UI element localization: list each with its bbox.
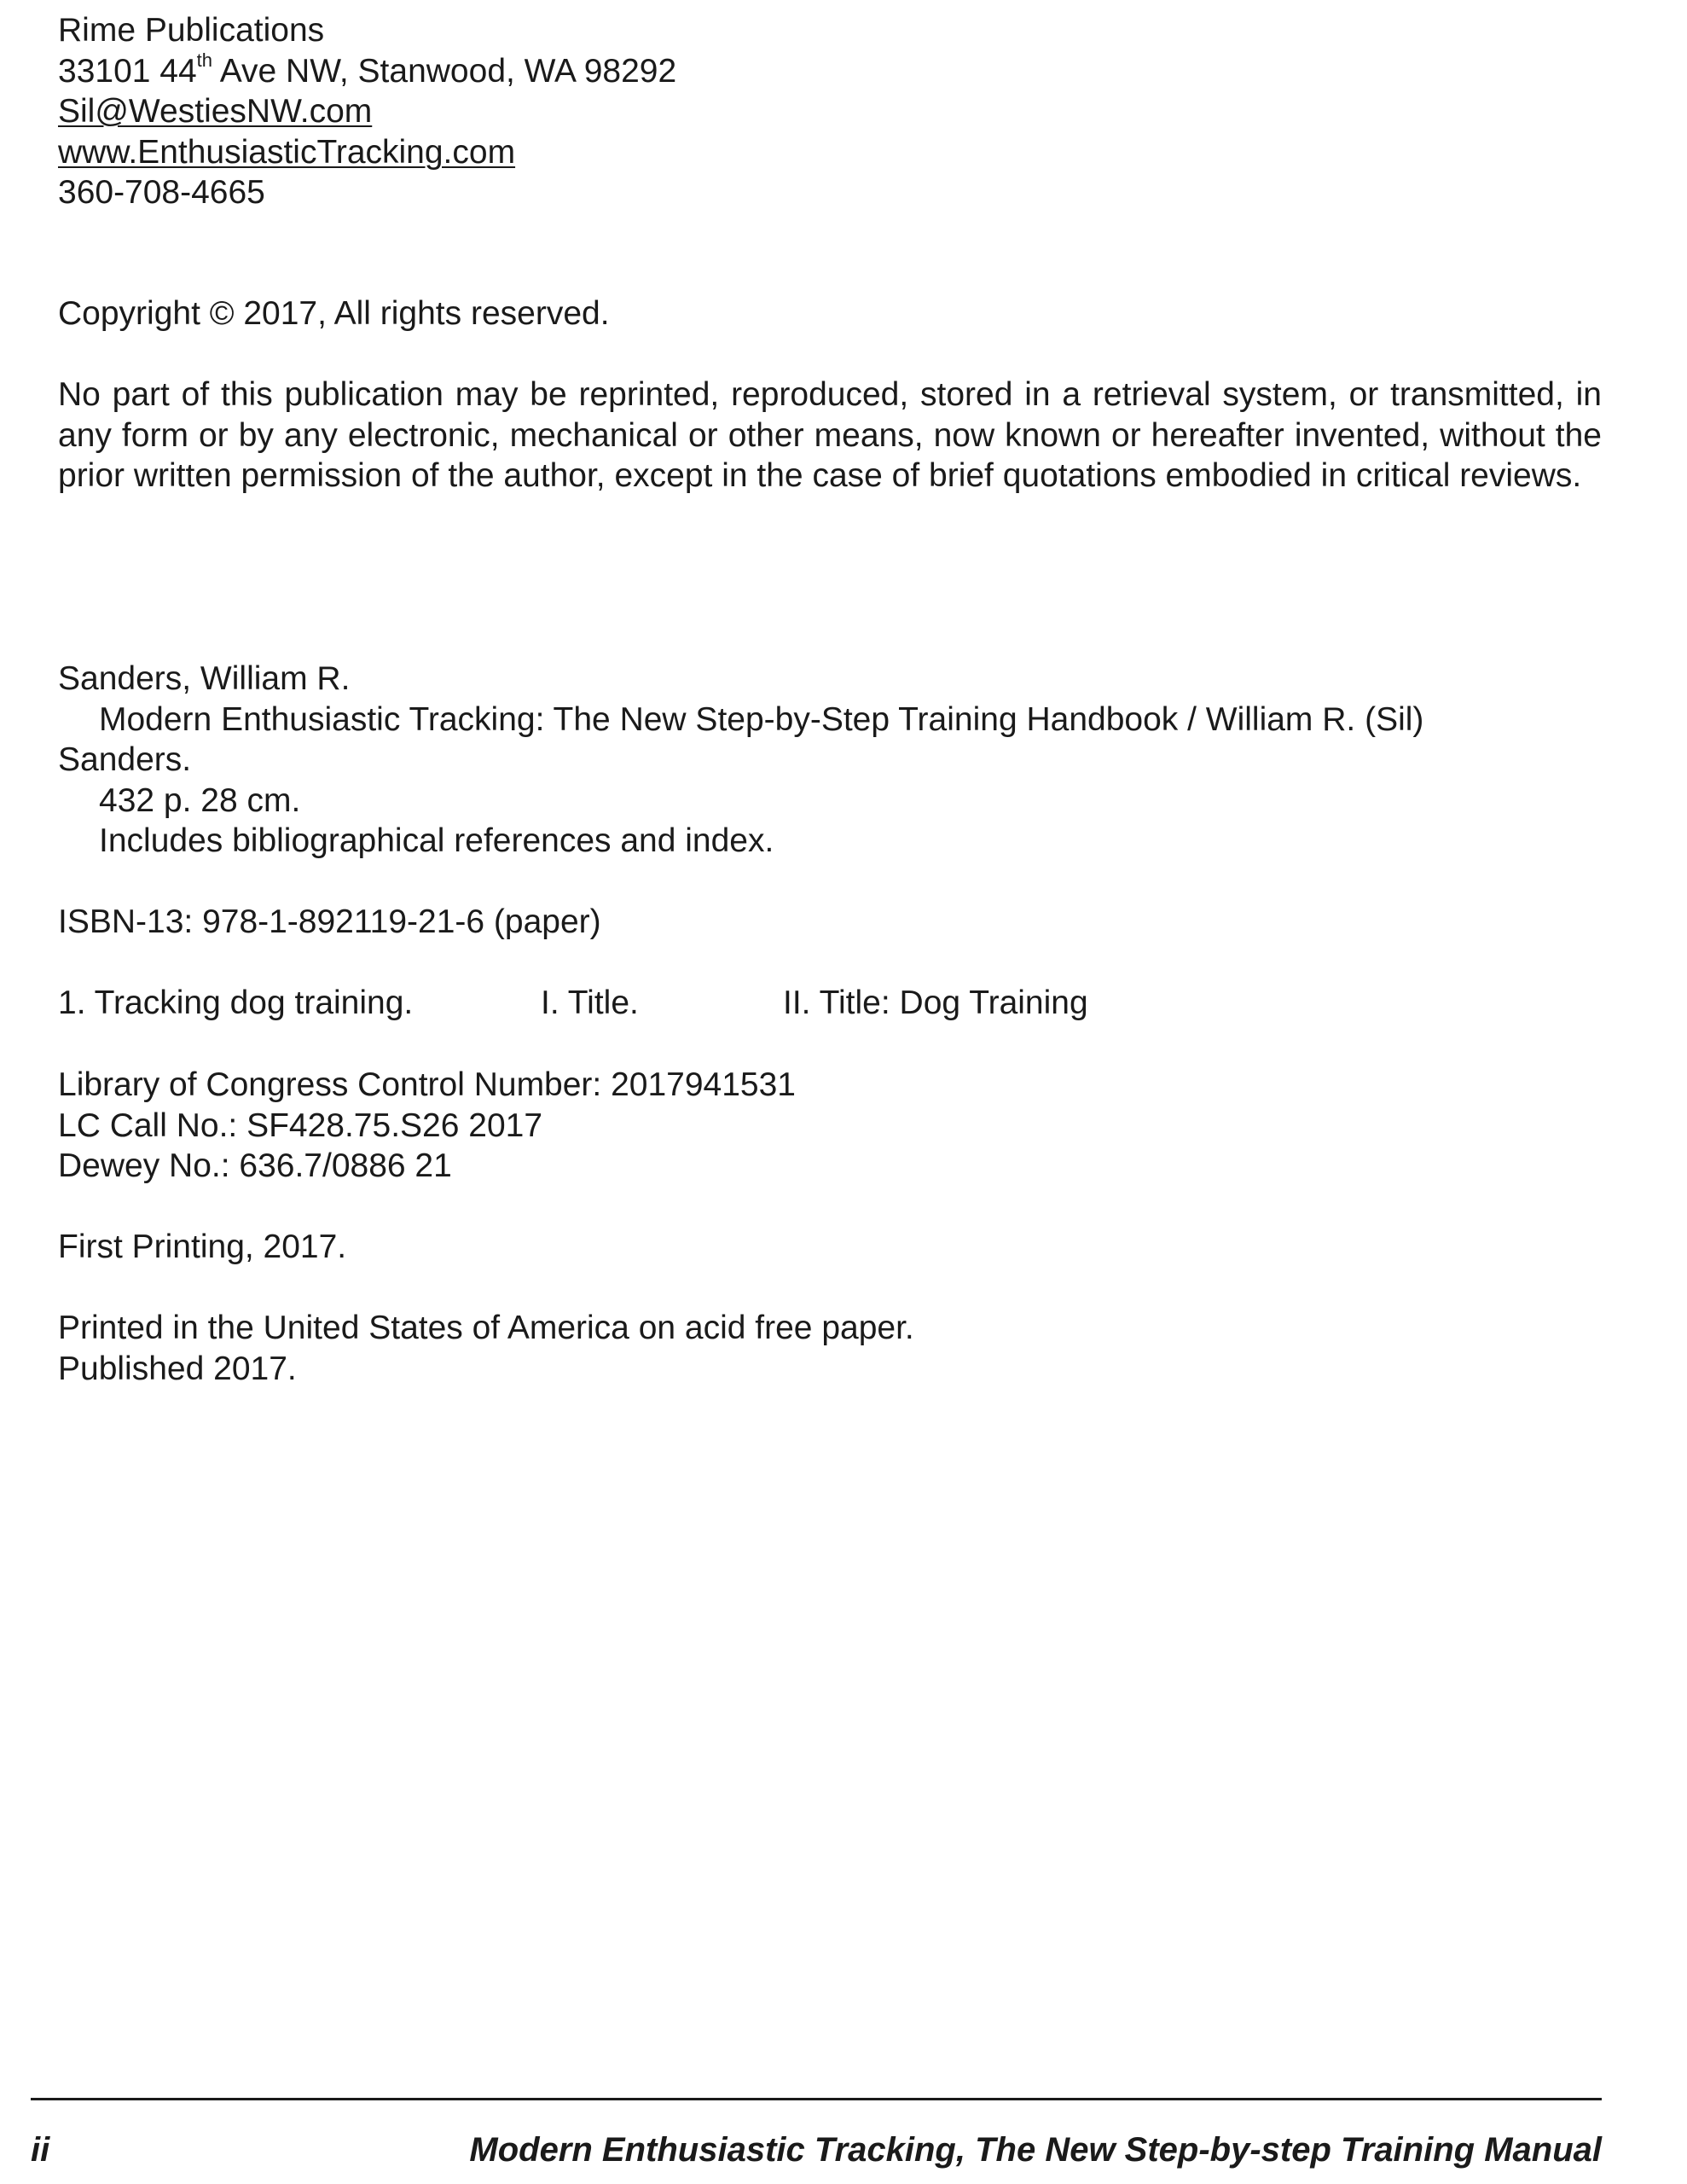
publisher-name: Rime Publications bbox=[58, 12, 325, 49]
catalog-extent: 432 p. 28 cm. bbox=[99, 781, 301, 819]
publisher-block bbox=[58, 10, 1602, 213]
catalog-title-line-2: Sanders. bbox=[58, 741, 192, 778]
address-rest: Ave NW, Stanwood, WA 98292 bbox=[212, 52, 677, 90]
catalog-notes: Includes bibliographical references and index. bbox=[99, 822, 774, 859]
isbn-block bbox=[58, 902, 1602, 943]
publisher-address bbox=[58, 51, 1602, 92]
catalog-lccn: Library of Congress Control Number: 2017941531 bbox=[58, 1066, 796, 1103]
lc-block bbox=[58, 1065, 1602, 1187]
footer-rule bbox=[31, 2098, 1602, 2100]
publisher-website-link[interactable]: www.EnthusiasticTracking.com bbox=[58, 133, 516, 171]
copyright-notice: Copyright © 2017, All rights reserved. bbox=[58, 295, 610, 332]
rights-block bbox=[58, 375, 1602, 497]
subject-entry: I. Title. bbox=[541, 985, 639, 1021]
first-printing: First Printing, 2017. bbox=[58, 1228, 347, 1265]
catalog-lc-call: LC Call No.: SF428.75.S26 2017 bbox=[58, 1107, 543, 1144]
catalog-author: Sanders, William R. bbox=[58, 660, 351, 697]
publisher-email-link[interactable]: Sil@WestiesNW.com bbox=[58, 93, 373, 130]
subject-entry: 1. Tracking dog training. bbox=[58, 985, 414, 1021]
address-number: 33101 44 bbox=[58, 52, 197, 90]
running-title: Modern Enthusiastic Tracking, The New Step-by-step Training Manual bbox=[469, 2131, 1602, 2169]
catalog-dewey: Dewey No.: 636.7/0886 21 bbox=[58, 1147, 452, 1184]
printed-in-block bbox=[58, 1308, 1602, 1389]
copyright-block bbox=[58, 293, 1602, 334]
address-ordinal: th bbox=[196, 49, 213, 71]
subject-entry: II. Title: Dog Training bbox=[783, 985, 1088, 1021]
catalog-isbn: ISBN-13: 978-1-892119-21-6 (paper) bbox=[58, 903, 601, 940]
publisher-phone: 360-708-4665 bbox=[58, 174, 265, 211]
catalog-title-line-1: Modern Enthusiastic Tracking: The New Step-by-Step Training Handbook / William R. (Sil) bbox=[99, 700, 1424, 738]
printing-block bbox=[58, 1227, 1602, 1268]
page-number: ii bbox=[31, 2131, 50, 2169]
published-year: Published 2017. bbox=[58, 1350, 297, 1387]
cataloging-block bbox=[58, 659, 1602, 862]
rights-paragraph: No part of this publication may be reprinted, reproduced, stored in a retrieval system, or transmitted, in any form or by any electronic, mechanical or other means, now known or hereafter invented, without the prior written permission of the author, except in the case of brief quotations embodied in critical reviews. bbox=[58, 376, 1602, 494]
printed-in: Printed in the United States of America on acid free paper. bbox=[58, 1310, 914, 1346]
